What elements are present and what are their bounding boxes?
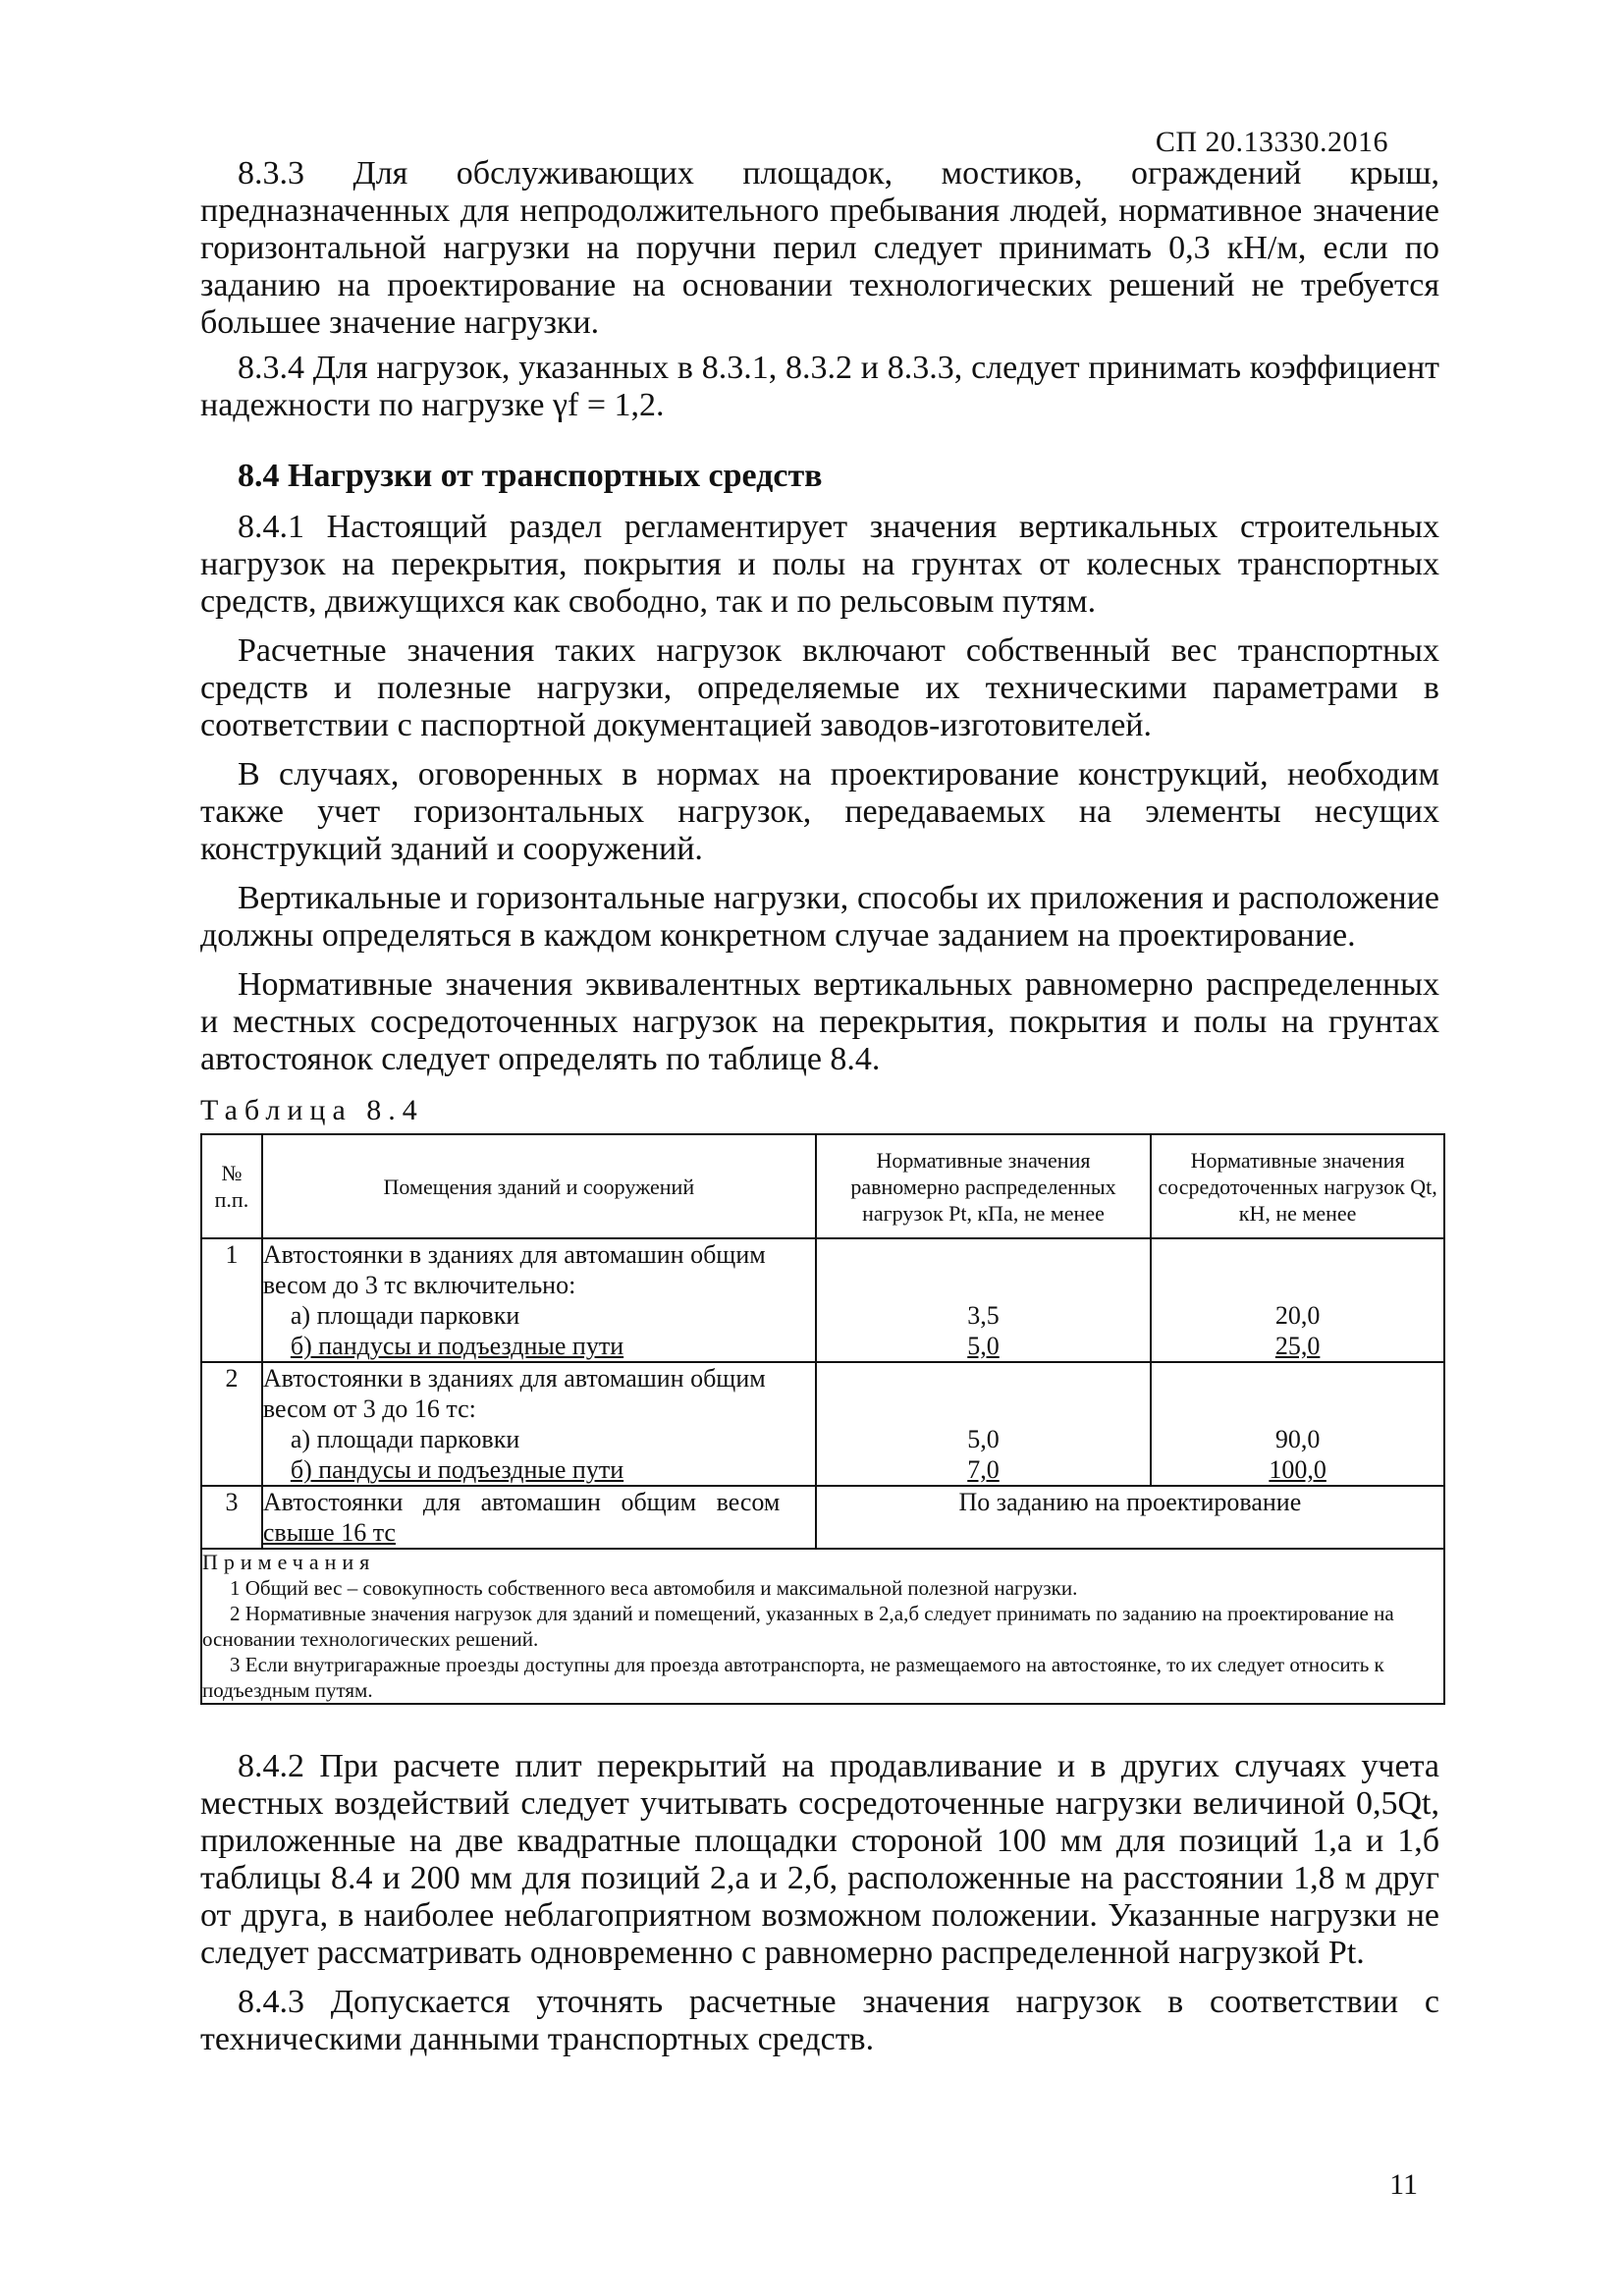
- loads-table: [200, 1133, 1445, 1705]
- row-2-sub-b: б) пандусы и подъездные пути: [290, 1455, 624, 1484]
- row-1-distributed: [816, 1238, 1151, 1362]
- note-2: 2 Нормативные значения нагрузок для зданий и помещений, указанных в 2,а,б следует принимать по заданию на проектирование на основании технологических решений.: [202, 1602, 1394, 1651]
- page-content: [200, 155, 1439, 2058]
- row-1-title-line-2: весом до 3 тс включительно:: [262, 1271, 576, 1299]
- paragraph-8-3-3: 8.3.3 Для обслуживающих площадок, мостиков, ограждений крыш, предназначенных для непродолжительного пребывания людей, нормативное значение горизонтальной нагрузки на поручни перил следует принимать 0,3 кН/м, если по заданию на проектирование на основании технологических решений не требуется большее значение нагрузки.: [200, 155, 1439, 341]
- notes-row: [201, 1549, 1444, 1704]
- page-number: 11: [1389, 2168, 1418, 2201]
- paragraph-8-4-3: 8.4.3 Допускается уточнять расчетные значения нагрузок в соответствии с техническими данными транспортных средств.: [200, 1984, 1439, 2057]
- row-2-title-line-1: Автостоянки в зданиях для автомашин общим: [262, 1364, 766, 1393]
- table-header-row: [201, 1134, 1444, 1238]
- row-3-merged-text: По заданию на проектирование: [958, 1488, 1302, 1516]
- table-row: [201, 1362, 1444, 1486]
- paragraph-8-3-4: 8.3.4 Для нагрузок, указанных в 8.3.1, 8.3.2 и 8.3.3, следует принимать коэффициент надежности по нагрузке γf = 1,2.: [200, 350, 1439, 423]
- table-caption: Таблица 8.4: [200, 1094, 424, 1126]
- header-concentrated: Нормативные значения сосредоточенных нагрузок Qt, кН, не менее: [1151, 1134, 1444, 1238]
- row-3-num: 3: [201, 1486, 262, 1549]
- row-1-p-b: 5,0: [967, 1332, 1000, 1360]
- table-row: [201, 1238, 1444, 1362]
- row-1-num: 1: [201, 1238, 262, 1362]
- row-2-distributed: [816, 1362, 1151, 1486]
- paragraph-8-4-2: 8.4.2 При расчете плит перекрытий на продавливание и в других случаях учета местных воздействий следует учитывать сосредоточенные нагрузки величиной 0,5Qt, приложенные на две квадратные площадки стороной 100 мм для позиций 1,а и 1,б таблицы 8.4 и 200 мм для позиций 2,а и 2,б, расположенные на расстоянии 1,8 м друг от друга, в наиболее неблагоприятном возможном положении. Указанные нагрузки не следует рассматривать одновременно с равномерно распределенной нагрузкой Pt.: [200, 1748, 1439, 1971]
- paragraph-load-application: Вертикальные и горизонтальные нагрузки, способы их приложения и расположение должны определяться в каждом конкретном случае заданием на проектирование.: [200, 880, 1439, 954]
- header-premises: Помещения зданий и сооружений: [262, 1134, 816, 1238]
- row-2-sub-a: а) площади парковки: [290, 1425, 520, 1453]
- row-3-title-line-1: Автостоянки для автомашин общим весом: [262, 1488, 781, 1516]
- row-1-concentrated: [1151, 1238, 1444, 1362]
- row-1-sub-a: а) площади парковки: [290, 1301, 520, 1330]
- row-3-description: [262, 1486, 816, 1549]
- row-2-description: [262, 1362, 816, 1486]
- paragraph-horizontal-loads: В случаях, оговоренных в нормах на проектирование конструкций, необходим также учет горизонтальных нагрузок, передаваемых на элементы несущих конструкций зданий и сооружений.: [200, 756, 1439, 867]
- row-2-concentrated: [1151, 1362, 1444, 1486]
- note-1: 1 Общий вес – совокупность собственного веса автомобиля и максимальной полезной нагрузки.: [230, 1576, 1078, 1600]
- section-title: 8.4 Нагрузки от транспортных средств: [238, 458, 823, 494]
- note-3: 3 Если внутригаражные проезды доступны для проезда автотранспорта, не размещаемого на автостоянке, то их следует относить к подъездным путям.: [202, 1653, 1384, 1702]
- row-3-merged-value: [816, 1486, 1444, 1549]
- row-2-p-b: 7,0: [967, 1455, 1000, 1484]
- row-1-sub-b: б) пандусы и подъездные пути: [290, 1332, 624, 1360]
- header-distributed: Нормативные значения равномерно распределенных нагрузок Pt, кПа, не менее: [816, 1134, 1151, 1238]
- row-2-p-a: 5,0: [967, 1425, 1000, 1453]
- row-3-title-line-2: свыше 16 тс: [262, 1518, 396, 1547]
- table-notes: [201, 1549, 1444, 1704]
- row-1-description: [262, 1238, 816, 1362]
- header-num: № п.п.: [201, 1134, 262, 1238]
- row-2-num: 2: [201, 1362, 262, 1486]
- notes-title: Примечания: [202, 1550, 376, 1574]
- row-2-q-b: 100,0: [1269, 1455, 1326, 1484]
- row-1-title-line-1: Автостоянки в зданиях для автомашин общим: [262, 1240, 766, 1269]
- table-row: [201, 1486, 1444, 1549]
- document-code: СП 20.13330.2016: [1155, 126, 1388, 158]
- row-1-p-a: 3,5: [967, 1301, 1000, 1330]
- paragraph-table-reference: Нормативные значения эквивалентных вертикальных равномерно распределенных и местных сосредоточенных нагрузок на перекрытия, покрытия и полы на грунтах автостоянок следует определять по таблице 8.4.: [200, 966, 1439, 1077]
- paragraph-calculated-values: Расчетные значения таких нагрузок включают собственный вес транспортных средств и полезные нагрузки, определяемые их техническими параметрами в соответствии с паспортной документацией заводов-изготовителей.: [200, 632, 1439, 743]
- paragraph-8-4-1: 8.4.1 Настоящий раздел регламентирует значения вертикальных строительных нагрузок на перекрытия, покрытия и полы на грунтах от колесных транспортных средств, движущихся как свободно, так и по рельсовым путям.: [200, 509, 1439, 620]
- row-2-q-a: 90,0: [1274, 1425, 1321, 1453]
- row-2-title-line-2: весом от 3 до 16 тс:: [262, 1394, 476, 1423]
- row-1-q-b: 25,0: [1274, 1332, 1321, 1360]
- row-1-q-a: 20,0: [1274, 1301, 1321, 1330]
